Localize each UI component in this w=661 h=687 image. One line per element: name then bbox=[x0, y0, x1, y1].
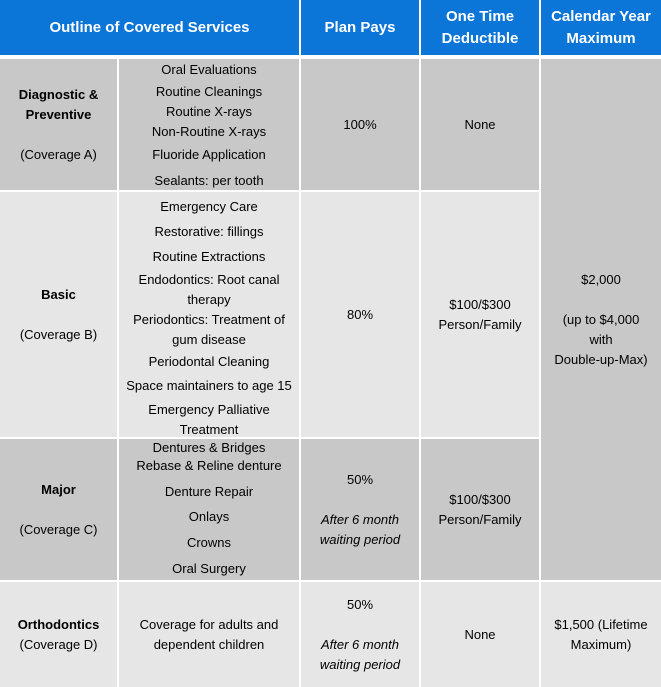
service-item: Oral Surgery bbox=[172, 561, 246, 576]
major-deductible bbox=[421, 439, 539, 580]
orthodontics-coverage: (Coverage D) bbox=[19, 636, 98, 652]
shared-maximum-note-1: (up to $4,000 bbox=[562, 311, 640, 327]
orthodontics-category bbox=[0, 582, 117, 687]
header-deductible-line-2: Deductible bbox=[441, 29, 519, 47]
major-plan-pays bbox=[301, 439, 419, 580]
service-item: Denture Repair bbox=[164, 484, 254, 499]
service-item: Emergency Palliative bbox=[148, 402, 270, 417]
basic-name: Basic bbox=[41, 286, 76, 302]
major-deductible-line-2: Person/Family bbox=[438, 511, 522, 527]
header-maximum-line-1: Calendar Year bbox=[551, 7, 651, 25]
service-item: Fluoride Application bbox=[152, 147, 266, 162]
basic-services bbox=[119, 192, 299, 437]
header-maximum bbox=[541, 0, 661, 55]
orthodontics-maximum-line-1: $1,500 (Lifetime bbox=[554, 616, 648, 632]
service-item: Emergency Care bbox=[160, 199, 258, 214]
diagnostic-name-2: Preventive bbox=[25, 106, 92, 122]
orthodontics-deductible-value: None bbox=[464, 626, 496, 642]
header-deductible bbox=[421, 0, 539, 55]
major-plan-pays-value: 50% bbox=[346, 471, 374, 487]
basic-deductible-line-2: Person/Family bbox=[438, 316, 522, 332]
diagnostic-category bbox=[0, 59, 117, 190]
major-wait-line-2: waiting period bbox=[319, 531, 401, 547]
service-item: Space maintainers to age 15 bbox=[126, 378, 292, 393]
service-item: Crowns bbox=[186, 535, 232, 550]
orthodontics-maximum bbox=[541, 582, 661, 687]
major-name: Major bbox=[41, 481, 76, 497]
basic-plan-pays bbox=[301, 192, 419, 437]
orthodontics-plan-pays bbox=[301, 582, 419, 687]
shared-maximum bbox=[541, 59, 661, 580]
major-wait-line-1: After 6 month bbox=[320, 511, 400, 527]
orthodontics-wait-line-1: After 6 month bbox=[320, 636, 400, 652]
diagnostic-deductible-value: None bbox=[464, 116, 496, 132]
service-item: Dentures & Bridges bbox=[152, 440, 266, 455]
basic-coverage: (Coverage B) bbox=[19, 326, 98, 342]
header-outline bbox=[0, 0, 299, 55]
orthodontics-maximum-line-2: Maximum) bbox=[570, 636, 632, 652]
basic-category bbox=[0, 192, 117, 437]
orthodontics-name: Orthodontics bbox=[17, 616, 100, 632]
diagnostic-coverage: (Coverage A) bbox=[20, 146, 97, 162]
service-item: Sealants: per tooth bbox=[154, 173, 264, 188]
basic-deductible-line-1: $100/$300 bbox=[449, 296, 511, 312]
diagnostic-plan-pays-value: 100% bbox=[343, 116, 377, 132]
basic-deductible bbox=[421, 192, 539, 437]
shared-maximum-note-3: Double-up-Max) bbox=[554, 351, 648, 367]
orthodontics-plan-pays-value: 50% bbox=[346, 596, 374, 612]
service-item: Periodontal Cleaning bbox=[148, 354, 270, 369]
service-item: gum disease bbox=[172, 332, 246, 347]
service-item: Periodontics: Treatment of bbox=[133, 312, 285, 327]
header-plan-pays-label: Plan Pays bbox=[324, 18, 396, 36]
header-deductible-line-1: One Time bbox=[445, 7, 515, 25]
service-item: Routine Extractions bbox=[152, 249, 266, 264]
service-item: Rebase & Reline denture bbox=[136, 458, 282, 473]
orthodontics-services bbox=[119, 582, 299, 687]
service-item: Treatment bbox=[179, 422, 239, 437]
header-outline-label: Outline of Covered Services bbox=[49, 18, 250, 36]
diagnostic-plan-pays bbox=[301, 59, 419, 190]
header-maximum-line-2: Maximum bbox=[566, 29, 636, 47]
diagnostic-services bbox=[119, 59, 299, 190]
service-item: Non-Routine X-rays bbox=[151, 124, 267, 139]
service-item: therapy bbox=[187, 292, 231, 307]
major-category bbox=[0, 439, 117, 580]
major-deductible-line-1: $100/$300 bbox=[449, 491, 511, 507]
shared-maximum-amount: $2,000 bbox=[581, 271, 621, 287]
shared-maximum-note-2: with bbox=[589, 331, 613, 347]
major-coverage: (Coverage C) bbox=[19, 521, 98, 537]
orthodontics-wait-line-2: waiting period bbox=[319, 656, 401, 672]
service-item: Routine X-rays bbox=[166, 104, 252, 119]
service-item: Routine Cleanings bbox=[155, 84, 263, 99]
diagnostic-deductible bbox=[421, 59, 539, 190]
major-services bbox=[119, 439, 299, 580]
service-item: Restorative: fillings bbox=[154, 224, 264, 239]
basic-plan-pays-value: 80% bbox=[346, 306, 374, 322]
orthodontics-deductible bbox=[421, 582, 539, 687]
service-item: Coverage for adults and bbox=[139, 616, 279, 632]
header-plan-pays bbox=[301, 0, 419, 55]
service-item: Onlays bbox=[188, 509, 230, 524]
service-item: Endodontics: Root canal bbox=[138, 272, 280, 287]
diagnostic-name-1: Diagnostic & bbox=[18, 86, 99, 102]
service-item: dependent children bbox=[153, 636, 265, 652]
service-item: Oral Evaluations bbox=[161, 62, 257, 77]
